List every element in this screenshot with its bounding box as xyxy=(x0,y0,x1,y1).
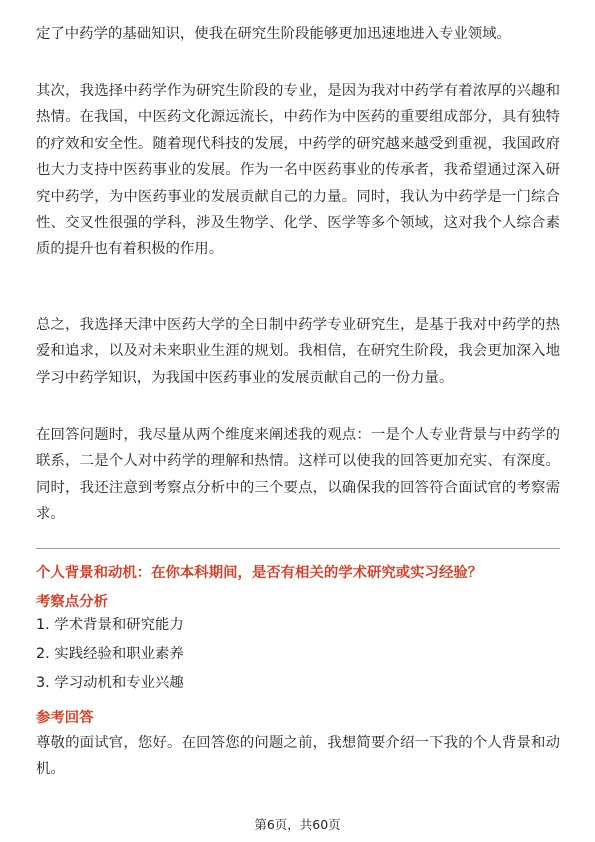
paragraph-answer-approach: 在回答问题时，我尽量从两个维度来阐述我的观点：一是个人专业背景与中药学的联系，二是个人对中药学的理解和热情。这样可以使我的回答更加充实、有深度。同时，我还注意到考察点分析中的三个要点，以确保我的回答符合面试官的考察需求。 xyxy=(36,427,560,523)
paragraph-second-reason: 其次，我选择中药学作为研究生阶段的专业，是因为我对中药学有着浓厚的兴趣和热情。在我国，中医药文化源远流长，中药作为中医药的重要组成部分，具有独特的疗效和安全性。随着现代科技的发展，中药学的研究越来越受到重视，我国政府也大力支持中医药事业的发展。作为一名中医药事业的传承者，我希望通过深入研究中药学，为中医药事业的发展贡献自己的力量。同时，我认为中药学是一门综合性、交叉性很强的学科，涉及生物学、化学、医学等多个领域，这对我个人综合素质的提升也有着积极的作用。 xyxy=(36,83,560,258)
question-heading: 个人背景和动机：在你本科期间，是否有相关的学术研究或实习经验？ xyxy=(36,565,483,581)
list-item: 2. 实践经验和职业素养 xyxy=(36,646,184,662)
section-divider xyxy=(36,548,560,549)
paragraph-continuation: 定了中药学的基础知识，使我在研究生阶段能够更加迅速地进入专业领域。 xyxy=(36,26,511,42)
page-number: 第6页，共60页 xyxy=(254,817,341,832)
analysis-heading: 考察点分析 xyxy=(36,594,108,610)
paragraph-conclusion: 总之，我选择天津中医药大学的全日制中药学专业研究生，是基于我对中药学的热爱和追求，以及对未来职业生涯的规划。我相信，在研究生阶段，我会更加深入地学习中药学知识，为我国中医药事业的发展贡献自己的一份力量。 xyxy=(36,317,560,386)
list-item: 1. 学术背景和研究能力 xyxy=(36,617,184,633)
analysis-list xyxy=(36,611,184,698)
reference-answer-text: 尊敬的面试官，您好。在回答您的问题之前，我想简要介绍一下我的个人背景和动机。 xyxy=(36,735,560,778)
reference-answer-heading: 参考回答 xyxy=(36,710,94,726)
list-item: 3. 学习动机和专业兴趣 xyxy=(36,675,184,691)
